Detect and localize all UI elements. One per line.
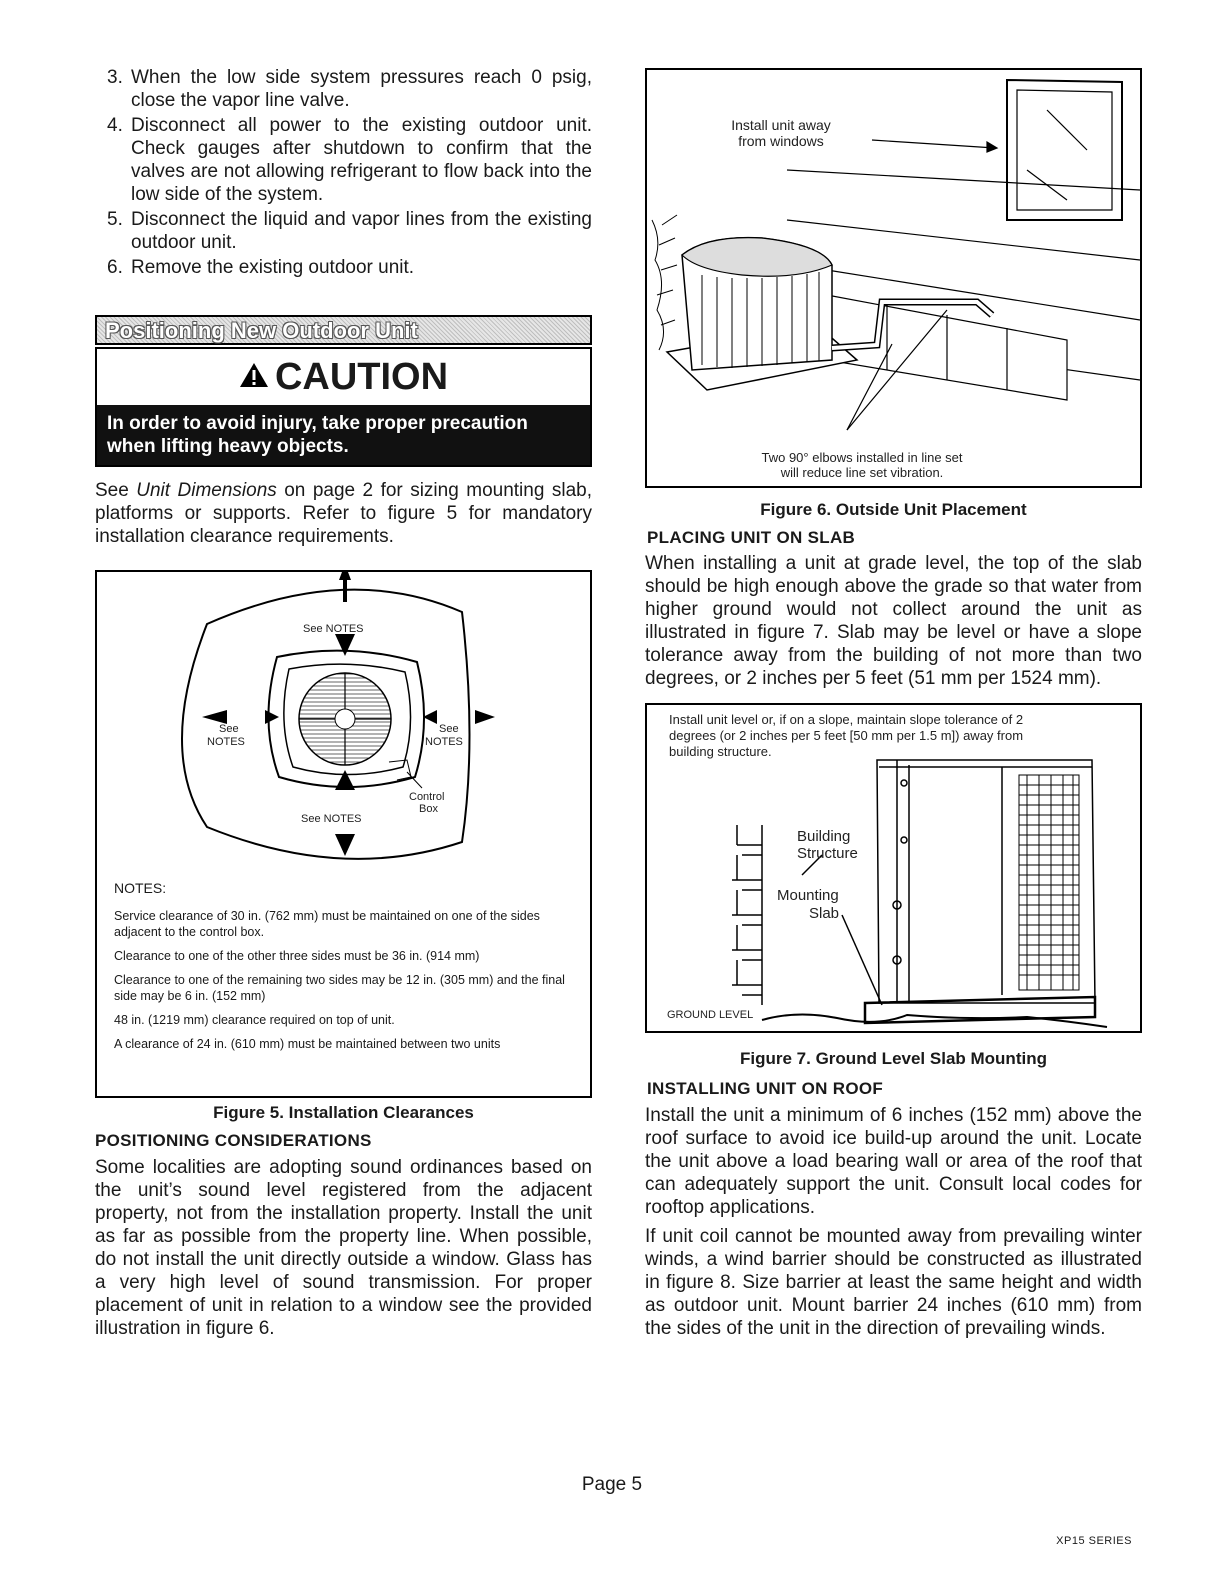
roof-paragraph-2: If unit coil cannot be mounted away from prevailing winter winds, a wind barrier should be constructed as illustrated in figure 8. Size barrier at least the same height and width as outdoor unit. Mount barrier 24 inches (610 mm) from the sides of the unit in the direction of prevailing winds. (645, 1226, 1142, 1339)
figure-6-box (645, 68, 1142, 488)
step-text: Disconnect the liquid and vapor lines from the existing outdoor unit. (131, 209, 592, 253)
control-box-label-1: Control (409, 791, 445, 803)
window-note-line-1: Install unit away (731, 117, 831, 133)
step-text: Disconnect all power to the existing outdoor unit. Check gauges after shutdown to confirm that the valves are not allowing refrigerant to flow back into the low side of the system. (131, 115, 592, 205)
see-notes-bottom-label: See NOTES (301, 813, 362, 825)
see-notes-left-label-2: NOTES (207, 736, 245, 748)
mounting-slab-label-2: Slab (809, 905, 840, 922)
see-notes-top-label: See NOTES (303, 623, 364, 635)
positioning-heading: POSITIONING CONSIDERATIONS (95, 1131, 372, 1150)
list-item (95, 208, 592, 254)
caution-title-row (97, 349, 590, 401)
caution-message: In order to avoid injury, take proper precaution when lifting heavy objects. (97, 405, 590, 465)
notes-heading: NOTES: (114, 880, 167, 896)
see-notes-left-label-1: See (219, 723, 239, 735)
figure-7-box (645, 703, 1142, 1033)
roof-paragraph-1: Install the unit a minimum of 6 inches (152 mm) above the roof surface to avoid ice build-up around the unit. Locate the unit above a load bearing wall or area of the roof that can adequately support the unit. Consult local codes for rooftop applications. (645, 1105, 1142, 1218)
roof-heading: INSTALLING UNIT ON ROOF (647, 1079, 884, 1098)
note-item: Clearance to one of the remaining two sides may be 12 in. (305 mm) and the final side may be 6 in. (152 mm) (114, 973, 565, 1003)
page-number: Page 5 (581, 1474, 643, 1495)
see-notes-right-label-1: See (439, 723, 459, 735)
sizing-paragraph (95, 479, 592, 548)
list-item (95, 66, 592, 112)
clearance-diagram (97, 572, 590, 872)
sizing-text-post: on page 2 for sizing mounting slab, platforms or supports. Refer to figure 5 for mandatory installation clearance requirements. (95, 480, 592, 547)
note-item: Clearance to one of the other three sides must be 36 in. (914 mm) (114, 949, 480, 963)
elbow-note-line-1: Two 90° elbows installed in line set (761, 450, 963, 465)
building-structure-label-2: Structure (797, 845, 858, 862)
list-item (95, 256, 592, 279)
section-title: Positioning New Outdoor Unit (105, 318, 418, 343)
step-number: 3. (107, 67, 123, 88)
step-text: Remove the existing outdoor unit. (131, 257, 415, 278)
mounting-slab-label-1: Mounting (777, 887, 839, 904)
ground-level-label: GROUND LEVEL (667, 1009, 754, 1021)
step-number: 4. (107, 115, 123, 136)
positioning-paragraph: Some localities are adopting sound ordinances based on the unit’s sound level registered from the adjacent property, not from the installation property. Install the unit as far as possible from the property line. When possible, do not install the unit directly outside a window. Glass has a very high level of sound transmission. For proper placement of unit in relation to a window see the provided illustration in figure 6. (95, 1157, 592, 1339)
step-text: When the low side system pressures reach 0 psig, close the vapor line valve. (131, 67, 592, 111)
figure-5-box (95, 570, 592, 1098)
caution-box (95, 347, 592, 467)
step-number: 5. (107, 209, 123, 230)
slope-note-line-1: Install unit level or, if on a slope, maintain slope tolerance of 2 (669, 712, 1024, 727)
slab-mounting-illustration (647, 705, 1140, 1031)
elbow-note-line-2: will reduce line set vibration. (780, 465, 944, 480)
note-item: 48 in. (1219 mm) clearance required on top of unit. (114, 1013, 395, 1027)
sizing-text-pre: See (95, 480, 137, 501)
control-box-label-2: Box (419, 803, 438, 815)
warning-triangle-icon (239, 362, 269, 388)
slope-note-line-2: degrees (or 2 inches per 5 feet [50 mm per 1.5 m]) away from (669, 728, 1024, 743)
section-title-banner (95, 315, 592, 345)
slope-note-line-3: building structure. (669, 744, 772, 759)
see-notes-right-label-2: NOTES (425, 736, 463, 748)
figure-6-caption: Figure 6. Outside Unit Placement (760, 500, 1027, 519)
building-structure-label-1: Building (797, 828, 851, 845)
removal-steps-list (95, 66, 592, 281)
series-label: XP15 SERIES (1056, 1535, 1132, 1547)
unit-dimensions-reference: Unit Dimensions (136, 480, 277, 501)
figure-5-notes (114, 880, 574, 1060)
window-note-line-2: from windows (738, 133, 824, 149)
note-item: A clearance of 24 in. (610 mm) must be maintained between two units (114, 1037, 501, 1051)
caution-title: CAUTION (274, 356, 449, 398)
step-number: 6. (107, 257, 123, 278)
figure-5-caption: Figure 5. Installation Clearances (213, 1103, 474, 1122)
figure-7-caption: Figure 7. Ground Level Slab Mounting (740, 1049, 1047, 1068)
slab-paragraph: When installing a unit at grade level, the top of the slab should be high enough above the grade so that water from higher ground would not collect around the unit as illustrated in figure 7. Slab may be level or have a slope tolerance away from the building of not more than two degrees, or 2 inches per 5 feet (51 mm per 1524 mm). (645, 553, 1142, 689)
note-item: Service clearance of 30 in. (762 mm) must be maintained on one of the sides adjacent to the control box. (114, 909, 540, 939)
slab-heading: PLACING UNIT ON SLAB (647, 528, 856, 547)
list-item (95, 114, 592, 206)
